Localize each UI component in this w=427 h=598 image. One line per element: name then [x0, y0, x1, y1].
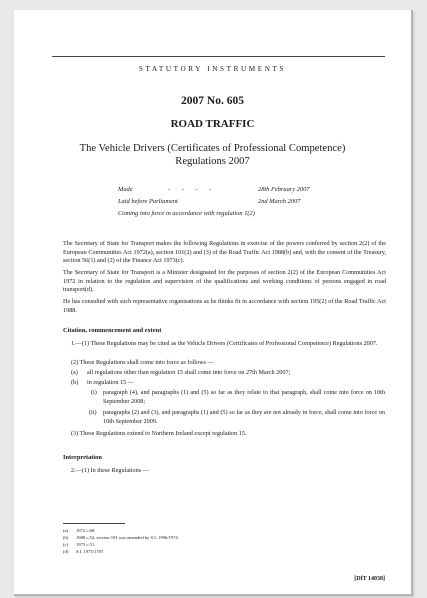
footnote-b-text: 1988 c.52; section 101 was amended by S.I. 1996/1974.: [76, 535, 179, 540]
item-b-text: in regulation 15 —: [87, 379, 134, 386]
reg1-item-a: [71, 369, 385, 378]
reg1-item-ii: [89, 409, 385, 426]
document-page: [14, 10, 413, 596]
footnote-c: [63, 542, 95, 548]
print-code: [DfT 14038]: [354, 576, 385, 582]
coming-into-force: Coming into force in accordance with regulation 1(2): [118, 210, 255, 217]
footnote-d-label: (d): [63, 549, 69, 554]
item-a-text: all regulations other than regulation 15 shall come into force on 27th March 2007;: [87, 369, 291, 376]
top-rule: [52, 56, 385, 57]
item-ii-text: paragraphs (2) and (3), and paragraphs (1) and (5) so far as they are not already in force, shall come into force on 10th September 2009.: [103, 409, 385, 425]
footnote-c-text: 1973 c.51.: [76, 542, 96, 547]
item-i-text: paragraph (4), and paragraphs (1) and (5) so far as they relate to that paragraph, shall come into force on 10th September 2008;: [103, 389, 385, 405]
made-date: 28th February 2007: [258, 186, 310, 193]
item-i-label: (i): [91, 389, 97, 396]
footnote-b: [63, 535, 179, 541]
reg1-item-i: [91, 389, 385, 406]
made-separator: - - - -: [168, 186, 217, 193]
footnote-rule: [63, 523, 125, 524]
reg1-heading: Citation, commencement and extent: [63, 327, 162, 334]
reg1-paragraph-2: (2) These Regulations shall come into force as follows —: [71, 359, 214, 366]
force-row: [118, 210, 358, 217]
item-b-label: (b): [71, 379, 79, 386]
laid-date: 2nd March 2007: [258, 198, 301, 205]
footnote-a-label: (a): [63, 528, 69, 533]
preamble-paragraph-3: He has consulted with such representative organisations as he thinks fit in accordance with section 195(2) of the Road Traffic Act 1988.: [63, 298, 386, 314]
reg2-heading: Interpretation: [63, 454, 102, 461]
reg1-item-b: [71, 379, 385, 388]
laid-label: Laid before Parliament: [118, 198, 178, 205]
reg1-paragraph-1: 1.—(1) These Regulations may be cited as the Vehicle Drivers (Certificates of Professional Competence) Regulations 2007.: [71, 340, 378, 347]
item-a-label: (a): [71, 369, 78, 376]
item-ii-label: (ii): [89, 409, 97, 416]
footnote-d-text: S.I. 1975/1707.: [76, 549, 105, 554]
reg1-paragraph-3: (3) These Regulations extend to Northern Ireland except regulation 15.: [71, 430, 247, 437]
instrument-number: 2007 No. 605: [181, 95, 244, 107]
made-label: Made: [118, 186, 133, 193]
preamble-paragraph-2: The Secretary of State for Transport is a Minister designated for the purposes of section 2(2) of the European Communities Act 1972 in relation to the regulation and supervision of the qualifications and working conditions of persons engaged in road transport(d).: [63, 269, 386, 293]
footnote-d: [63, 549, 104, 555]
series-heading: STATUTORY INSTRUMENTS: [138, 65, 287, 73]
footnote-c-label: (c): [63, 542, 69, 547]
regulation-title: The Vehicle Drivers (Certificates of Professional Competence) Regulations 2007: [79, 143, 346, 167]
footnote-a-text: 1972 c.68.: [76, 528, 96, 533]
footnote-b-label: (b): [63, 535, 69, 540]
footnote-a: [63, 528, 95, 534]
reg2-paragraph-1: 2.—(1) In these Regulations —: [71, 467, 149, 474]
preamble-paragraph-1: The Secretary of State for Transport makes the following Regulations in exercise of the powers conferred by section 2(2) of the European Communities Act 1972(a), section 101(2) and (3) of the Road Traffic Act 1988(b) and, with the consent of the Treasury, section 56(1) and (2) of the Finance Act 1973(c).: [63, 240, 386, 264]
subject-heading: ROAD TRAFFIC: [170, 118, 255, 130]
